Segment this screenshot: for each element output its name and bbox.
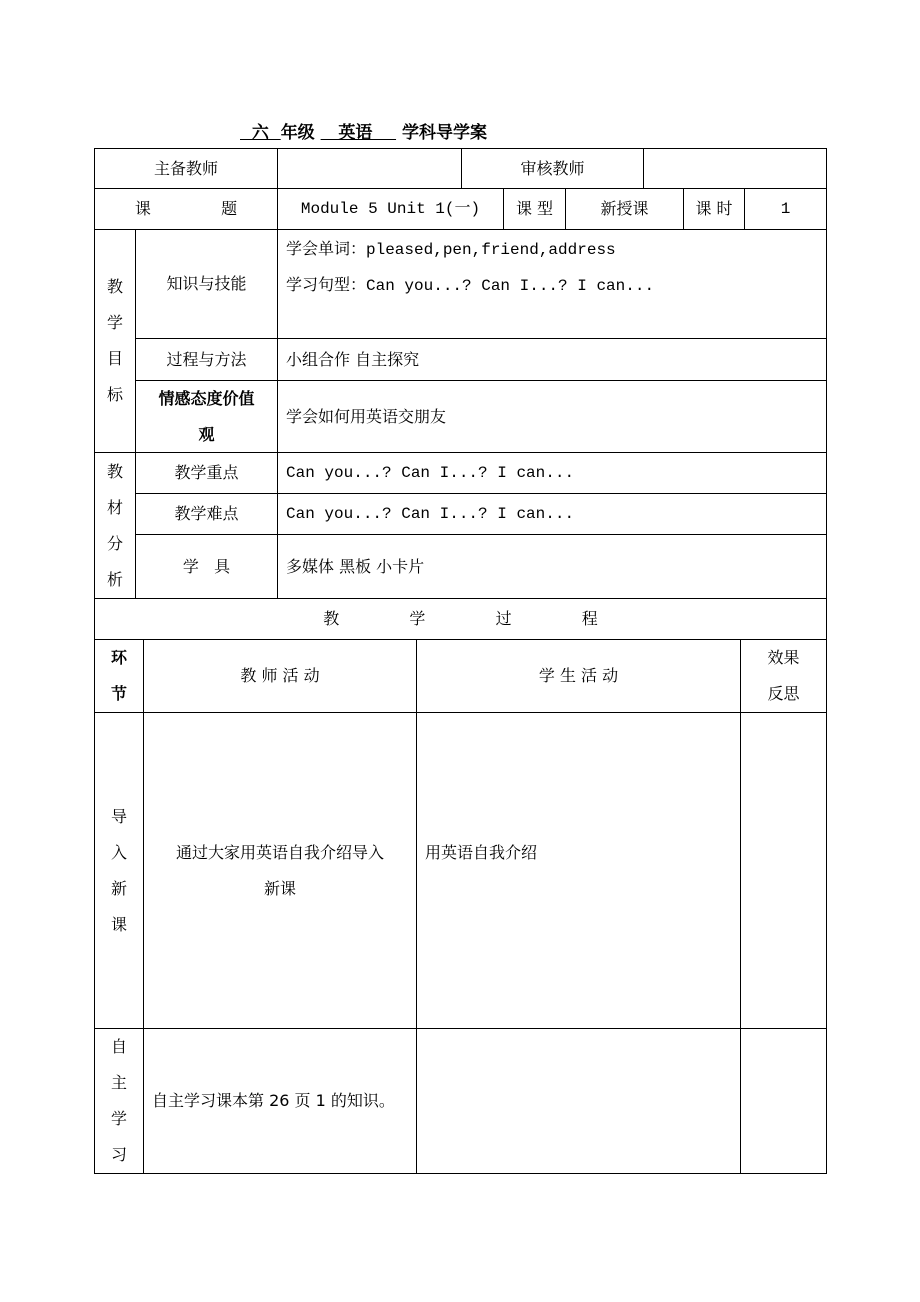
emotion-label-line: 观 [198, 424, 215, 444]
stage-char: 学 [110, 1109, 127, 1128]
goals-label-char: 教 [106, 277, 123, 296]
topic-label: 课 题 [94, 188, 278, 230]
reflection-cell [740, 1028, 827, 1174]
student-activity-cell: 用英语自我介绍 [416, 712, 741, 1029]
analysis-label [94, 452, 136, 599]
reviewer-value [643, 148, 827, 189]
reviewer-label: 审核教师 [461, 148, 644, 189]
topic-value: Module 5 Unit 1(一) [277, 188, 504, 230]
stage-cell [94, 1028, 144, 1174]
teacher-activity-cell: 自主学习课本第 26 页 1 的知识。 [143, 1028, 417, 1174]
document-title [240, 118, 487, 143]
knowledge-label: 知识与技能 [135, 229, 278, 339]
main-teacher-value [277, 148, 462, 189]
stage-header-char: 节 [110, 684, 127, 703]
teacher-activity-line: 通过大家用英语自我介绍导入 [175, 842, 384, 862]
stage-char: 新 [110, 878, 127, 898]
emotion-content: 学会如何用英语交朋友 [277, 380, 827, 453]
goals-label-char: 学 [106, 313, 123, 332]
knowledge-sentences: 学习句型：Can you...? Can I...? I can... [286, 277, 655, 295]
stage-char: 习 [110, 1145, 127, 1164]
analysis-label-char: 析 [106, 569, 123, 589]
hours-label: 课 时 [683, 188, 745, 230]
process-method-content: 小组合作 自主探究 [277, 338, 827, 381]
teacher-activity-header: 教 师 活 动 [143, 639, 417, 713]
knowledge-content [277, 229, 827, 339]
hours-value: 1 [744, 188, 827, 230]
stage-cell [94, 712, 144, 1029]
process-method-label: 过程与方法 [135, 338, 278, 381]
process-title: 教 学 过 程 [94, 598, 827, 640]
analysis-label-char: 分 [106, 533, 123, 553]
analysis-label-char: 教 [106, 461, 123, 481]
key-point-label: 教学重点 [135, 452, 278, 494]
emotion-label-line: 情感态度价值 [158, 388, 255, 408]
type-label: 课 型 [503, 188, 566, 230]
reflection-header-line: 反思 [767, 684, 800, 703]
stage-header-char: 环 [110, 648, 127, 667]
student-activity-cell [416, 1028, 741, 1174]
analysis-label-char: 材 [106, 497, 123, 517]
stage-char: 主 [110, 1073, 127, 1092]
student-activity-header: 学 生 活 动 [416, 639, 741, 713]
main-teacher-label: 主备教师 [94, 148, 278, 189]
goals-label-char: 标 [106, 385, 123, 404]
type-value: 新授课 [565, 188, 684, 230]
goals-label [94, 229, 136, 453]
reflection-header [740, 639, 827, 713]
subject: 英语 [320, 123, 397, 143]
grade-label: 年级 [280, 123, 321, 143]
stage-header [94, 639, 144, 713]
goals-label-char: 目 [106, 349, 123, 368]
difficulty-label: 教学难点 [135, 493, 278, 535]
stage-char: 导 [110, 806, 127, 826]
teacher-activity-line: 新课 [263, 878, 296, 898]
stage-char: 自 [110, 1037, 127, 1056]
knowledge-words: 学会单词：pleased,pen,friend,address [286, 241, 616, 259]
tools-label: 学 具 [135, 534, 278, 599]
title-suffix: 学科导学案 [396, 123, 487, 143]
grade: 六 [240, 123, 281, 143]
key-point-content: Can you...? Can I...? I can... [277, 452, 827, 494]
stage-char: 课 [110, 914, 127, 934]
tools-content: 多媒体 黑板 小卡片 [277, 534, 827, 599]
teacher-activity-cell [143, 712, 417, 1029]
difficulty-content: Can you...? Can I...? I can... [277, 493, 827, 535]
stage-char: 入 [110, 842, 127, 862]
emotion-label [135, 380, 278, 453]
reflection-cell [740, 712, 827, 1029]
reflection-header-line: 效果 [767, 648, 800, 667]
